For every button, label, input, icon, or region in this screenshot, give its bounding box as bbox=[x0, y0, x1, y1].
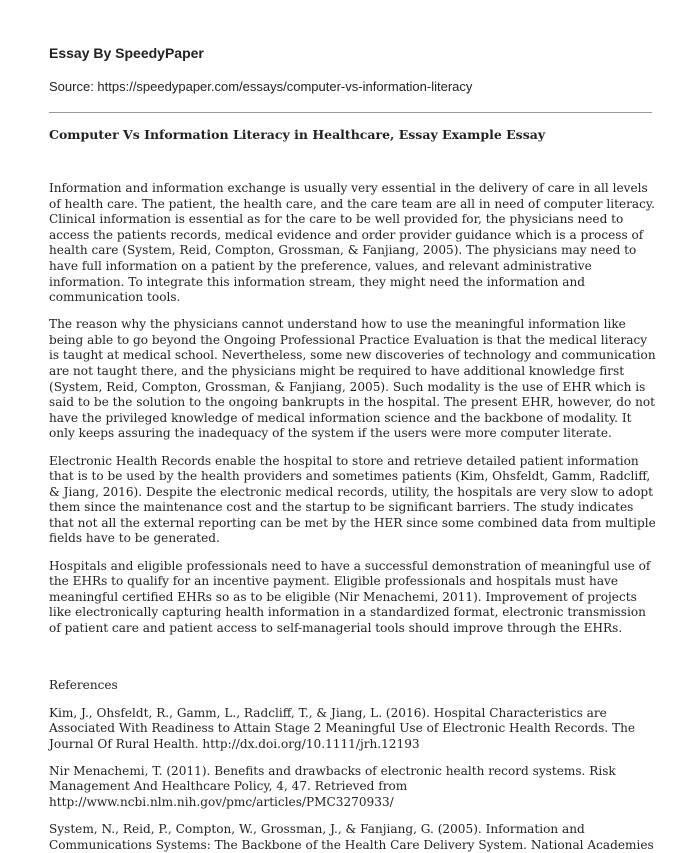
references-list bbox=[49, 706, 659, 853]
reference-item: Nir Menachemi, T. (2011). Benefits and drawbacks of electronic health record systems. Risk Management And Healthcare Policy, 4, 47. Retrieved from http://www.ncbi.nlm.nih.gov/pmc/articles/PMC3270933/ bbox=[49, 763, 616, 809]
paragraph: The reason why the physicians cannot understand how to use the meaningful information like being able to go beyond the Ongoing Professional Practice Evaluation is that the medical literacy is taught at medical school. Nevertheless, some new discoveries of technology and communication are not taught there, and the physicians might be required to have additional knowledge first (System, Reid, Compton, Grossman, & Fanjiang, 2005). Such modality is the use of EHR which is said to be the solution to the ongoing bankrupts in the hospital. The present EHR, however, do not have the privileged knowledge of medical information science and the backbone of modality. It only keeps assuring the inadequacy of the system if the users were more computer literate. bbox=[49, 317, 656, 441]
reference-item: System, N., Reid, P., Compton, W., Grossman, J., & Fanjiang, G. (2005). Information and Communications Systems: The Backbone of the Health Care Delivery System. National Academies bbox=[49, 822, 654, 852]
essay-title: Computer Vs Information Literacy in Healthcare, Essay Example Essay bbox=[49, 127, 546, 142]
reference-item: Kim, J., Ohsfeldt, R., Gamm, L., Radcliff, T., & Jiang, L. (2016). Hospital Characteristics are Associated With Readiness to Attain Stage 2 Meaningful Use of Electronic Health Records. The Journal Of Rural Health. http://dx.doi.org/10.1111/jrh.12193 bbox=[49, 705, 636, 751]
divider bbox=[49, 112, 652, 113]
source-line: Source: https://speedypaper.com/essays/computer-vs-information-literacy bbox=[49, 79, 473, 94]
paragraph: Information and information exchange is usually very essential in the delivery of care in all levels of health care. The patient, the health care, and the care team are all in need of computer literacy. Clinical information is essential as for the care to be well provided for, the physicians need to access the patients records, medical evidence and order provider guidance which is a process of health care (System, Reid, Compton, Grossman, & Fanjiang, 2005). The physicians may need to have full information on a patient by the preference, values, and relevant administrative information. To integrate this information stream, they might need the information and communication tools. bbox=[49, 181, 655, 305]
paragraph: Hospitals and eligible professionals need to have a successful demonstration of meaningful use of the EHRs to qualify for an incentive payment. Eligible professionals and hospitals must have meaningful certified EHRs so as to be eligible (Nir Menachemi, 2011). Improvement of projects like electronically capturing health information in a standardized format, electronic transmission of patient care and patient access to self-managerial tools should improve through the EHRs. bbox=[49, 558, 651, 635]
paragraph: Electronic Health Records enable the hospital to store and retrieve detailed patient information that is to be used by the health providers and sometimes patients (Kim, Ohsfeldt, Gamm, Radcliff, & Jiang, 2016). Despite the electronic medical records, utility, the hospitals are very slow to adopt them since the maintenance cost and the startup to be significant barriers. The study indicates that not all the external reporting can be met by the HER since some combined data from multiple fields have to be generated. bbox=[49, 453, 656, 546]
brand-heading: Essay By SpeedyPaper bbox=[49, 45, 204, 61]
references-heading: References bbox=[49, 677, 118, 692]
essay-body bbox=[49, 181, 659, 637]
